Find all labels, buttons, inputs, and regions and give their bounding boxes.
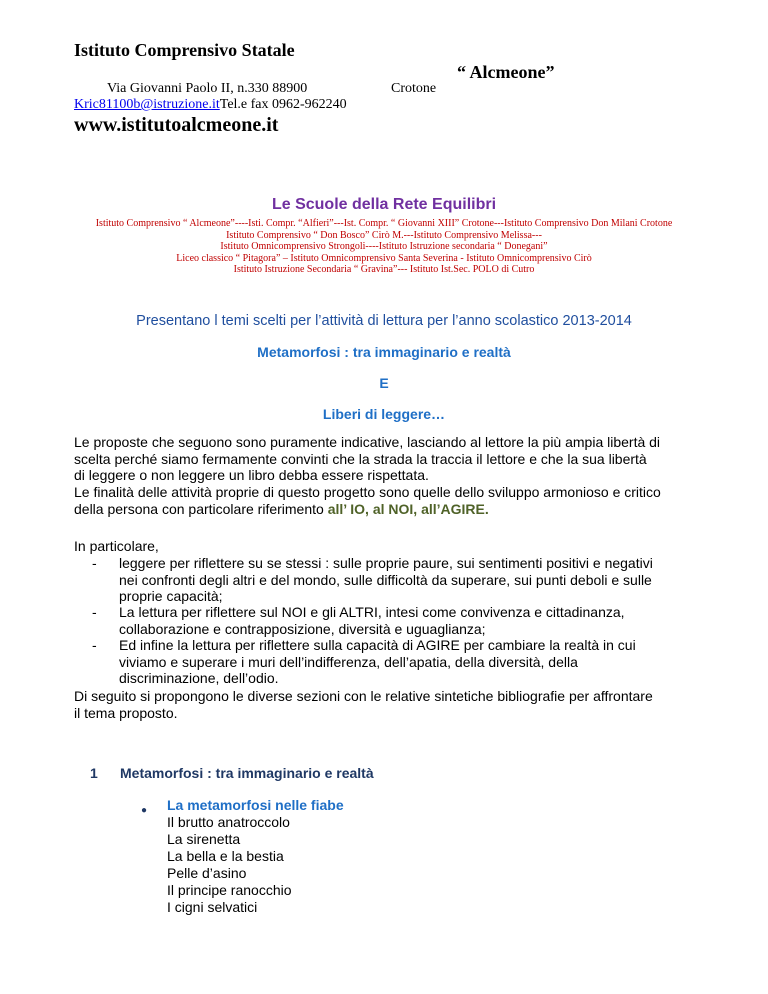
paragraph-line: di leggere o non leggere un libro debba essere rispettata. — [74, 467, 429, 483]
network-members — [0, 218, 768, 276]
goals-accent: all’ IO, al NOI, all’AGIRE. — [327, 500, 489, 517]
network-member-line: Istituto Comprensivo “ Alcmeone”----Isti. Compr. “Alfieri”---Ist. Compr. “ Giovanni XIII” Crotone---Istituto Comprensivo Don Milani Crotone — [95, 218, 673, 229]
section-heading — [90, 765, 374, 781]
list-item-line: collaborazione e contrapposizione, diversità e uguaglianza; — [119, 620, 486, 637]
theme-conjunction: E — [379, 375, 389, 391]
book-title: Il brutto anatroccolo — [167, 814, 290, 830]
intro-line: Presentano l temi scelti per l’attività di lettura per l’anno scolastico 2013-2014 — [136, 313, 632, 329]
book-list — [167, 814, 292, 916]
network-member-line: Istituto Omnicomprensivo Strongoli----Istituto Istruzione secondaria “ Donegani” — [220, 241, 548, 253]
paragraph-line: scelta perché siamo fermamente convinti che la strada la traccia il lettore e che la sua libertà — [74, 450, 647, 467]
book-title: La sirenetta — [167, 831, 241, 847]
book-title: Il principe ranocchio — [167, 882, 292, 898]
dash-bullet: - — [92, 555, 97, 571]
network-member-line: Istituto Istruzione Secondaria “ Gravina”--- Istituto Ist.Sec. POLO di Cutro — [233, 264, 535, 276]
paragraph-line: il tema proposto. — [74, 704, 178, 721]
section-title: Metamorfosi : tra immaginario e realtà — [120, 765, 374, 781]
school-address: Via Giovanni Paolo II, n.330 88900 — [107, 81, 308, 96]
sections-paragraph — [74, 688, 702, 721]
goals-paragraph — [74, 484, 702, 517]
paragraph-line: Le proposte che seguono sono puramente indicative, lasciando al lettore la più ampia libertà di — [74, 434, 661, 450]
school-motto: “ Alcmeone” — [457, 62, 555, 82]
network-title: Le Scuole della Rete Equilibri — [271, 196, 497, 213]
subsection-title: La metamorfosi nelle fiabe — [167, 797, 344, 813]
network-member-line: Liceo classico “ Pitagora” – Istituto Omnicomprensivo Santa Severina - Istituto Omnicomprensivo Cirò — [176, 252, 592, 264]
theme-title-metamorfosi: Metamorfosi : tra immaginario e realtà — [257, 344, 511, 360]
goals-prefix: della persona con particolare riferimento — [74, 500, 328, 517]
school-city: Crotone — [391, 81, 437, 96]
school-contact — [74, 97, 347, 113]
list-item-line: proprie capacità; — [119, 588, 223, 604]
intro-paragraph — [74, 434, 702, 484]
school-website: www.istitutoalcmeone.it — [74, 114, 279, 136]
list-item-line: La lettura per riflettere sul NOI e gli ALTRI, intesi come convivenza e cittadinanza, — [119, 604, 625, 620]
network-member-line: Istituto Comprensivo “ Don Bosco” Cirò M.---Istituto Comprensivo Melissa--- — [226, 229, 542, 241]
email-link[interactable]: Kric81100b@istruzione.it — [74, 97, 220, 112]
paragraph-line: Le finalità delle attività proprie di questo progetto sono quelle dello sviluppo armonioso e critico — [74, 484, 661, 500]
phone-fax: Tel.e fax 0962-962240 — [219, 97, 347, 112]
dash-bullet: - — [92, 637, 97, 653]
school-name: Istituto Comprensivo Statale — [74, 40, 295, 60]
paragraph-line — [74, 501, 702, 518]
dash-bullet: - — [92, 604, 97, 620]
book-title: I cigni selvatici — [167, 899, 258, 915]
list-intro: In particolare, — [74, 538, 159, 554]
section-number: 1 — [90, 765, 98, 781]
paragraph-line: Di seguito si propongono le diverse sezioni con le relative sintetiche bibliografie per affrontare — [74, 688, 653, 704]
book-title: Pelle d’asino — [167, 865, 247, 881]
theme-title-liberi: Liberi di leggere… — [322, 406, 446, 422]
book-title: La bella e la bestia — [167, 848, 284, 864]
list-item-line: discriminazione, dell’odio. — [119, 670, 279, 686]
list-item-line: nei confronti degli altri e del mondo, sulle difficoltà da superare, sui punti deboli e sulle — [119, 571, 652, 588]
list-item-line: Ed infine la lettura per riflettere sulla capacità di AGIRE per cambiare la realtà in cui — [119, 637, 636, 653]
list-item-line: viviamo e superare i muri dell’indifferenza, dell’apatia, della diversità, della — [119, 653, 578, 670]
list-item-line: leggere per riflettere su se stessi : sulle proprie paure, sui sentimenti positivi e negativi — [119, 555, 653, 571]
bullet-dot-icon: ● — [141, 805, 148, 816]
